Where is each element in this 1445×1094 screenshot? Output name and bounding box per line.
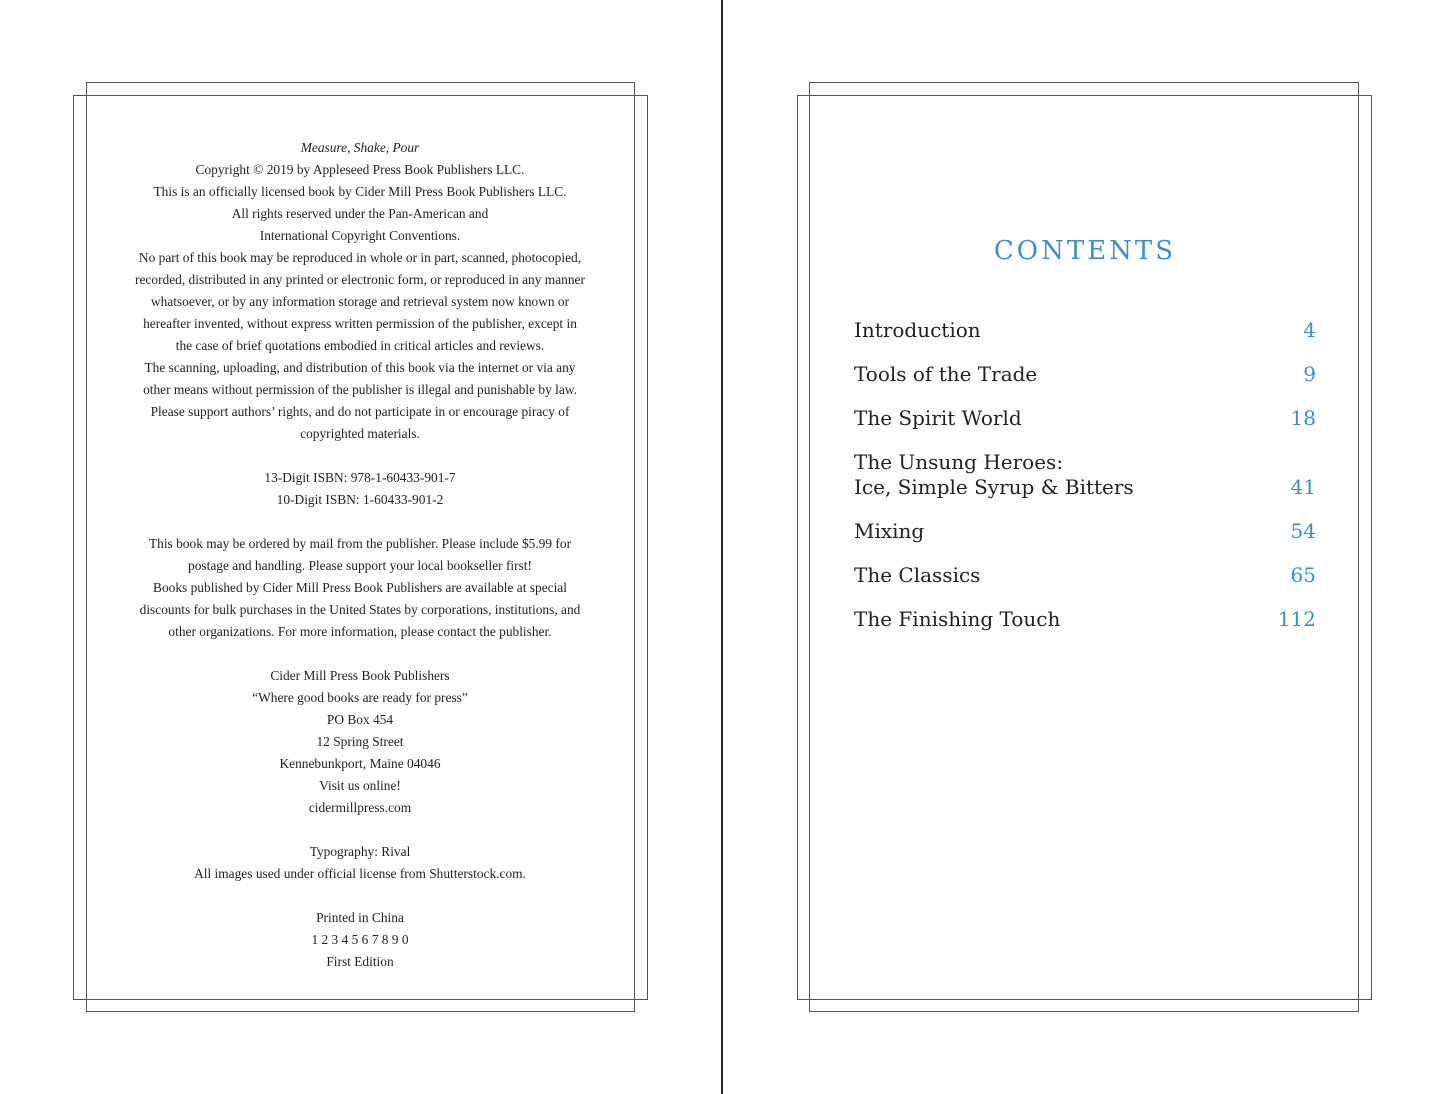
publisher-address: Kennebunkport, Maine 04046 [279,756,441,771]
toc-entry[interactable] [854,607,1316,632]
ordering-line: discounts for bulk purchases in the United States by corporations, institutions, and [139,602,581,617]
toc-entry[interactable] [854,318,1316,343]
contents-title: CONTENTS [993,236,1177,266]
publisher-website: cidermillpress.com [308,800,412,815]
toc-entry-page: 18 [1290,406,1316,430]
spread-divider [721,0,723,1094]
copyright-line: No part of this book may be reproduced in whole or in part, scanned, photocopied, [138,250,582,265]
toc-entry-label: The Unsung Heroes: Ice, Simple Syrup & Bitters [854,450,1134,499]
copyright-line: the case of brief quotations embodied in critical articles and reviews. [175,338,545,353]
publisher-slogan: “Where good books are ready for press” [252,690,468,705]
toc-entry-page: 112 [1277,607,1316,631]
toc-entry[interactable] [854,519,1316,544]
toc-entry-label: The Finishing Touch [854,607,1061,631]
copyright-line: All rights reserved under the Pan-American and [231,206,489,221]
copyright-page-text [100,137,620,973]
printed-in: Printed in China [316,910,404,925]
isbn-13: 13-Digit ISBN: 978-1-60433-901-7 [264,470,456,485]
edition: First Edition [326,954,394,969]
publisher-name: Cider Mill Press Book Publishers [270,668,450,683]
publisher-visit: Visit us online! [319,778,401,793]
toc-entry-label: The Classics [854,563,981,587]
toc-entry[interactable] [854,362,1316,387]
book-title: Measure, Shake, Pour [300,140,420,155]
ordering-line: Books published by Cider Mill Press Book Publishers are available at special [153,580,567,595]
toc-entry-label: Tools of the Trade [854,362,1038,386]
toc-entry[interactable] [854,406,1316,431]
printing-line: 1 2 3 4 5 6 7 8 9 0 [311,932,409,947]
copyright-line: Copyright © 2019 by Appleseed Press Book Publishers LLC. [195,162,525,177]
toc-entry-page: 54 [1290,519,1316,543]
toc-entry[interactable] [854,450,1316,500]
toc-entry-page: 4 [1303,318,1316,342]
publisher-address: PO Box 454 [326,712,394,727]
ordering-line: This book may be ordered by mail from the publisher. Please include $5.99 for [148,536,572,551]
ordering-line: other organizations. For more information, please contact the publisher. [168,624,552,639]
toc-entry-label: Introduction [854,318,981,342]
toc-entry[interactable] [854,563,1316,588]
publisher-address: 12 Spring Street [316,734,404,749]
image-credit: All images used under official license from Shutterstock.com. [194,866,526,881]
typography-credit: Typography: Rival [309,844,411,859]
table-of-contents [854,318,1316,651]
toc-entry-label: Mixing [854,519,925,543]
copyright-line: hereafter invented, without express written permission of the publisher, except in [143,316,577,331]
copyright-line: recorded, distributed in any printed or electronic form, or reproduced in any manner [135,272,585,287]
copyright-line: This is an officially licensed book by Cider Mill Press Book Publishers LLC. [153,184,567,199]
copyright-line: whatsoever, or by any information storage and retrieval system now known or [150,294,570,309]
copyright-line: International Copyright Conventions. [259,228,461,243]
ordering-line: postage and handling. Please support your local bookseller first! [188,558,532,573]
toc-entry-page: 65 [1290,563,1316,587]
isbn-10: 10-Digit ISBN: 1-60433-901-2 [276,492,444,507]
toc-entry-page: 41 [1290,475,1316,499]
copyright-line: Please support authors’ rights, and do not participate in or encourage piracy of [150,404,570,419]
copyright-line: other means without permission of the publisher is illegal and punishable by law. [143,382,577,397]
copyright-line: The scanning, uploading, and distribution of this book via the internet or via any [144,360,576,375]
toc-entry-label: The Spirit World [854,406,1022,430]
toc-entry-page: 9 [1303,362,1316,386]
copyright-line: copyrighted materials. [300,426,420,441]
